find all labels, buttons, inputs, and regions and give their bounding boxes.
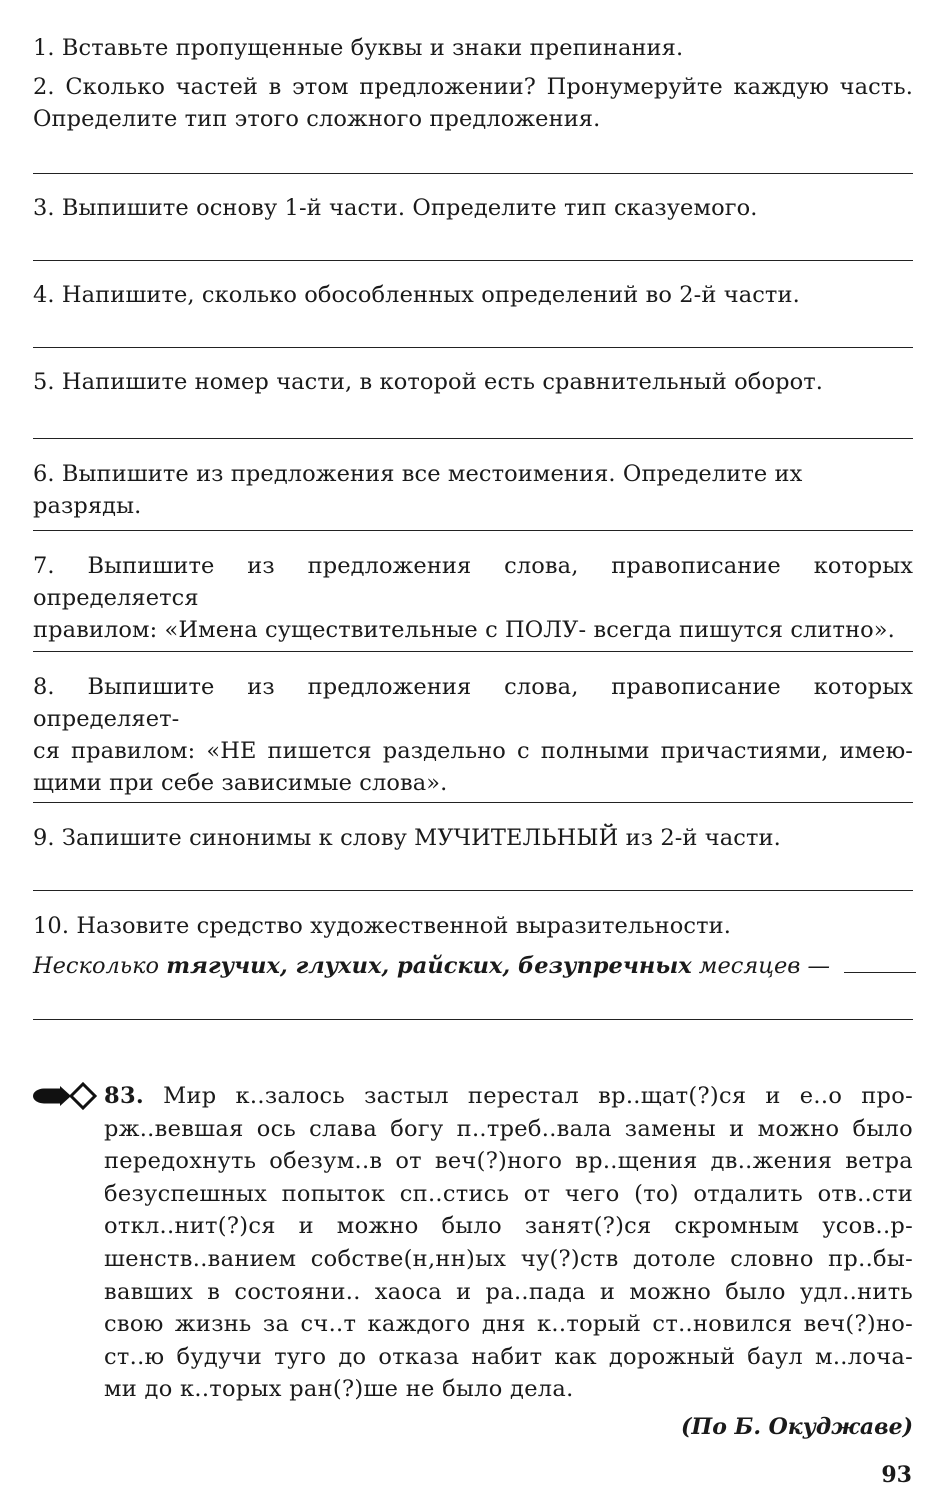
- task-83-line-5: откл..нит(?)ся и можно было занят(?)ся скромным усов..р-: [104, 1213, 913, 1240]
- question-8-line-3: щими при себе зависимые слова».: [33, 770, 448, 796]
- task-83-line-9: ст..ю будучи туго до отказа набит как дорожный баул м..лоча-: [104, 1343, 913, 1370]
- question-9: [33, 822, 913, 854]
- task-83-line-7: вавших в состояни.. хаоса и ра..пада и можно было удл..нить: [104, 1278, 913, 1305]
- attribution: (По Б. Окуджаве): [681, 1414, 913, 1440]
- example-tail: месяцев —: [691, 953, 831, 979]
- task-83-line-4: безуспешных попыток сп..стись от чего (то) отдалить отв..сти: [104, 1180, 913, 1207]
- answer-line-8[interactable]: [33, 802, 913, 803]
- page-number: 93: [881, 1462, 912, 1488]
- question-5-text: 5. Напишите номер части, в которой есть сравнительный оборот.: [33, 369, 824, 395]
- task-83-line-1: Мир к..залось застыл перестал вр..щат(?)ся и е..о про-: [163, 1083, 914, 1109]
- task-83-line-6: шенств..ванием собстве(н,нн)ых чу(?)ств дотоле словно пр..бы-: [104, 1245, 913, 1272]
- question-1-text: 1. Вставьте пропущенные буквы и знаки препинания.: [33, 35, 684, 61]
- question-7-line-1: 7. Выпишите из предложения слова, правописание которых определяется: [33, 553, 913, 611]
- question-3: [33, 192, 913, 224]
- answer-line-7[interactable]: [33, 651, 913, 652]
- question-7: [33, 550, 913, 646]
- example-bold-words: тягучих, глухих, райских, безупречных: [166, 953, 692, 979]
- question-4-text: 4. Напишите, сколько обособленных определений во 2-й части.: [33, 282, 800, 308]
- example-answer-blank[interactable]: [844, 952, 916, 973]
- question-4: [33, 279, 913, 311]
- task-83-line-8: свою жизнь за сч..т каждого дня к..торый ст..новился веч(?)но-: [104, 1311, 913, 1338]
- question-2-line-1: 2. Сколько частей в этом предложении? Пронумеруйте каждую часть.: [33, 74, 913, 100]
- question-6-text: 6. Выпишите из предложения все местоимения. Определите их разряды.: [33, 461, 803, 519]
- question-6: [33, 458, 913, 522]
- question-2-line-2: Определите тип этого сложного предложения.: [33, 106, 601, 132]
- example-lead: Несколько: [33, 953, 167, 979]
- answer-line-4[interactable]: [33, 347, 913, 348]
- question-10-text: 10. Назовите средство художественной выразительности.: [33, 913, 732, 939]
- answer-line-6[interactable]: [33, 530, 913, 531]
- answer-line-2[interactable]: [33, 173, 913, 174]
- task-83-line-10: ми до к..торых ран(?)ше не было дела.: [104, 1376, 574, 1403]
- example-phrase: [33, 950, 913, 982]
- question-2: [33, 71, 913, 135]
- question-1: [33, 32, 913, 64]
- task-83-line-2: рж..вевшая ось слава богу п..треб..вала замены и можно было: [104, 1115, 913, 1142]
- task-83-line-3: передохнуть обезум..в от веч(?)ного вр..щения дв..жения ветра: [104, 1148, 913, 1175]
- question-3-text: 3. Выпишите основу 1-й части. Определите тип сказуемого.: [33, 195, 758, 221]
- question-8: [33, 671, 913, 799]
- answer-line-5[interactable]: [33, 438, 913, 439]
- question-9-text: 9. Запишите синонимы к слову МУЧИТЕЛЬНЫЙ из 2-й части.: [33, 825, 781, 851]
- question-8-line-1: 8. Выпишите из предложения слова, правописание которых определяет-: [33, 674, 913, 732]
- task-83: [104, 1080, 913, 1406]
- question-10: [33, 910, 913, 942]
- answer-line-9[interactable]: [33, 890, 913, 891]
- answer-line-3[interactable]: [33, 260, 913, 261]
- question-7-line-2: правилом: «Имена существительные с ПОЛУ- всегда пишутся слитно».: [33, 617, 895, 643]
- task-marker-icon: [31, 1080, 99, 1112]
- question-5: [33, 366, 913, 398]
- answer-line-10[interactable]: [33, 1019, 913, 1020]
- question-8-line-2: ся правилом: «НЕ пишется раздельно с полными причастиями, имею-: [33, 738, 913, 764]
- task-83-number: 83.: [104, 1083, 145, 1109]
